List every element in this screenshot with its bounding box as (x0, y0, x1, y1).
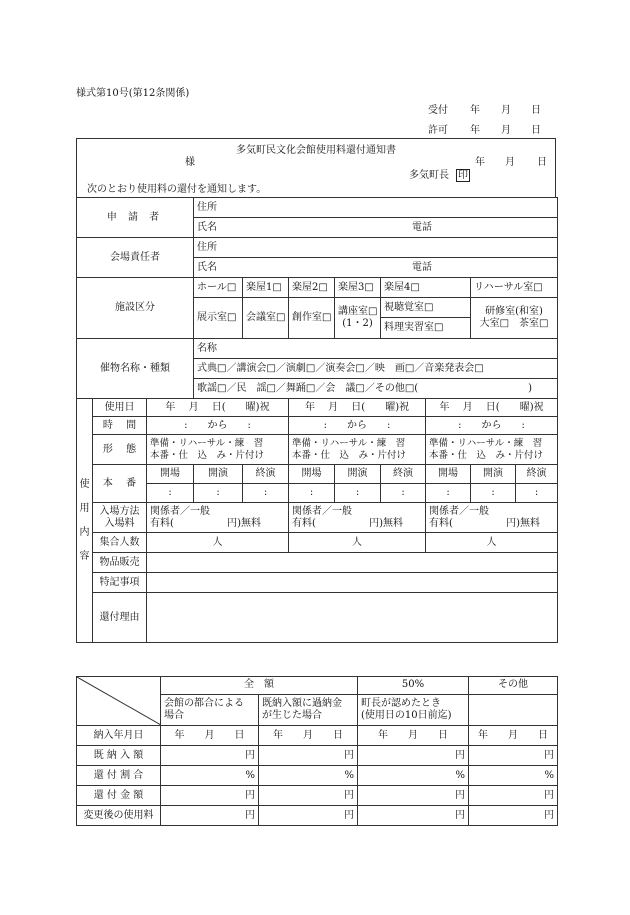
permit-month: 月 (501, 125, 511, 136)
refund-amount-cell[interactable]: 円 (469, 786, 558, 806)
usage-sales-label: 物品販売 (93, 553, 147, 573)
time-field[interactable]: : (381, 484, 426, 503)
usage-date-2[interactable]: 年 月 日( 曜)祝 (289, 399, 426, 417)
applicant-name-label: 氏名 (197, 221, 218, 233)
payment-date-label: 納入年月日 (77, 726, 161, 746)
revised-fee-cell[interactable]: 円 (259, 806, 358, 826)
diagonal-line (77, 677, 161, 725)
entry-method: 入場方法 (99, 505, 140, 517)
event-label: 催物名称・種類 (77, 339, 194, 399)
facility-meeting[interactable]: 会議室□ (243, 298, 289, 339)
usage-entry-label (93, 503, 147, 533)
refund-rate-cell[interactable]: % (161, 766, 259, 786)
pct-line2: (使用日の10日前迄) (361, 709, 452, 721)
refund-rate-cell[interactable]: % (358, 766, 469, 786)
form-line-2: 本番・仕 込 み・片付け (292, 449, 407, 461)
form-line-1: 準備・リハーサル・練 習 (429, 437, 543, 449)
usage-date-label: 使用日 (93, 399, 147, 417)
facility-dressing2[interactable]: 楽屋2□ (289, 278, 335, 298)
facility-audiovisual[interactable]: 視聴覚室□ (381, 298, 470, 318)
full-a-line1: 会館の都合による (164, 697, 244, 709)
curtain-1: 開演 (194, 465, 243, 484)
facility-creative[interactable]: 創作室□ (289, 298, 335, 339)
payment-date-cell[interactable]: 年 月 日 (469, 726, 558, 746)
pct50-header: 50% (358, 677, 469, 695)
manager-phone-label: 電話 (412, 261, 433, 273)
form-number: 様式第10号(第12条関係) (76, 88, 190, 99)
refund-amount-cell[interactable]: 円 (161, 786, 259, 806)
time-field[interactable]: : (335, 484, 381, 503)
paid-amount-cell[interactable]: 円 (161, 746, 259, 766)
permit-label: 許可 (428, 125, 448, 136)
entry-line-2: 有料( 円)無料 (292, 517, 404, 529)
refund-reason-field[interactable] (147, 593, 558, 643)
usage-entry-3[interactable] (426, 503, 558, 533)
usage-form-1[interactable] (147, 435, 289, 465)
other-header: その他 (469, 677, 558, 695)
intro-text: 次のとおり使用料の還付を通知します。 (87, 184, 267, 195)
entry-line-1: 関係者／一般 (292, 505, 353, 517)
time-field[interactable]: : (516, 484, 558, 503)
seal-mark: 印 (458, 170, 468, 181)
notice-day: 日 (537, 157, 547, 168)
usage-side-label (77, 399, 93, 643)
full-b-line1: 既納入額に過納金 (262, 697, 342, 709)
side-char-2: 用 (79, 502, 90, 514)
applicant-phone-label: 電話 (412, 221, 433, 233)
manager-name[interactable] (194, 258, 558, 278)
applicant-name[interactable] (194, 218, 558, 238)
facility-exhibition[interactable]: 展示室□ (194, 298, 243, 339)
full-a-line2: 場合 (164, 709, 184, 721)
receipt-month: 月 (501, 105, 511, 116)
payment-date-cell[interactable]: 年 月 日 (259, 726, 358, 746)
time-field[interactable]: : (194, 484, 243, 503)
usage-form-label: 形 態 (93, 435, 147, 465)
facility-label: 施設区分 (77, 278, 194, 339)
event-types-2[interactable]: 歌謡□／民 謡□／舞踊□／会 議□／その他□( ) (194, 379, 558, 399)
notice-header (76, 138, 556, 198)
usage-time-label: 時 間 (93, 417, 147, 435)
permit-day: 日 (531, 125, 541, 136)
facility-rehearsal[interactable]: リハーサル室□ (471, 278, 558, 298)
full-reason-a (161, 694, 259, 725)
usage-notes-label: 特記事項 (93, 573, 147, 593)
refund-table (76, 676, 558, 826)
full-b-line2: が生じた場合 (262, 709, 322, 721)
entry-line-2: 有料( 円)無料 (429, 517, 541, 529)
notice-year: 年 (475, 157, 485, 168)
training-rooms: 大室□ 茶室□ (479, 318, 549, 329)
receipt-day: 日 (531, 105, 541, 116)
refund-amount-label: 還 付 金 額 (77, 786, 161, 806)
full-reason-b (259, 694, 358, 725)
payment-date-cell[interactable]: 年 月 日 (161, 726, 259, 746)
usage-date-3[interactable]: 年 月 日( 曜)祝 (426, 399, 558, 417)
curtain-2: 開演 (335, 465, 381, 484)
time-field[interactable]: : (426, 484, 471, 503)
entry-line-1: 関係者／一般 (429, 505, 490, 517)
usage-date-1[interactable]: 年 月 日( 曜)祝 (147, 399, 289, 417)
paid-amount-label: 既 納 入 額 (77, 746, 161, 766)
time-field[interactable]: : (289, 484, 335, 503)
time-field[interactable]: : (147, 484, 194, 503)
usage-sales-field[interactable] (147, 553, 558, 573)
facility-dressing1[interactable]: 楽屋1□ (243, 278, 289, 298)
doors-open-1: 開場 (147, 465, 194, 484)
event-name[interactable]: 名称 (194, 339, 558, 359)
other-reason[interactable] (469, 694, 558, 725)
end-3: 終演 (516, 465, 558, 484)
manager-label: 会場責任者 (77, 238, 194, 278)
end-2: 終演 (381, 465, 426, 484)
form-line-2: 本番・仕 込 み・片付け (429, 449, 544, 461)
paid-amount-cell[interactable]: 円 (358, 746, 469, 766)
facility-training[interactable] (471, 298, 558, 339)
receipt-year: 年 (470, 105, 480, 116)
usage-people-1[interactable]: 人 (147, 533, 289, 553)
receipt-label: 受付 (428, 105, 448, 116)
revised-fee-label: 変更後の使用料 (77, 806, 161, 826)
doors-open-3: 開場 (426, 465, 471, 484)
mayor-title: 多気町長 (409, 170, 449, 181)
applicant-label: 申 請 者 (77, 198, 194, 238)
entry-line-1: 関係者／一般 (150, 505, 210, 517)
facility-hall[interactable]: ホール□ (194, 278, 243, 298)
pct50-reason (358, 694, 469, 725)
entry-fee: 入場料 (104, 517, 135, 529)
entry-line-2: 有料( 円)無料 (150, 517, 261, 529)
side-char-1: 使 (79, 478, 90, 490)
doors-open-2: 開場 (289, 465, 335, 484)
refund-rate-cell[interactable]: % (259, 766, 358, 786)
facility-lecture[interactable] (335, 298, 381, 339)
facility-dressing3[interactable]: 楽屋3□ (335, 278, 381, 298)
form-line-1: 準備・リハーサル・練 習 (292, 437, 406, 449)
form-line-2: 本番・仕 込 み・片付け (150, 449, 265, 461)
manager-name-label: 氏名 (197, 261, 218, 273)
usage-form-3[interactable] (426, 435, 558, 465)
pct-line1: 町長が認めたとき (361, 697, 441, 709)
usage-entry-2[interactable] (289, 503, 426, 533)
side-char-3: 内 (79, 526, 90, 538)
refund-reason-label: 還付理由 (93, 593, 147, 643)
time-field[interactable]: : (243, 484, 289, 503)
usage-time-3[interactable]: : から : (426, 417, 558, 435)
paid-amount-cell[interactable]: 円 (469, 746, 558, 766)
event-types-1[interactable]: 式典□／講演会□／演劇□／演奏会□／映 画□／音楽発表会□ (194, 359, 558, 379)
refund-rate-cell[interactable]: % (469, 766, 558, 786)
usage-people-label: 集合人数 (93, 533, 147, 553)
facility-dressing4[interactable]: 楽屋4□ (381, 278, 471, 298)
refund-amount-cell[interactable]: 円 (259, 786, 358, 806)
usage-time-1[interactable]: : から : (147, 417, 289, 435)
applicant-address[interactable]: 住所 (194, 198, 558, 218)
lecture-label: 講座室□ (338, 306, 378, 317)
paid-amount-cell[interactable]: 円 (259, 746, 358, 766)
curtain-3: 開演 (471, 465, 516, 484)
document-title: 多気町民文化会館使用料還付通知書 (236, 145, 396, 156)
revised-fee-cell[interactable]: 円 (161, 806, 259, 826)
form-line-1: 準備・リハーサル・練 習 (150, 437, 264, 449)
payment-date-cell[interactable]: 年 月 日 (358, 726, 469, 746)
usage-main-label: 本 番 (93, 465, 147, 503)
revised-fee-cell[interactable]: 円 (358, 806, 469, 826)
side-char-4: 容 (79, 550, 90, 562)
usage-form-2[interactable] (289, 435, 426, 465)
manager-address[interactable]: 住所 (194, 238, 558, 258)
full-amount-header: 全 額 (161, 677, 358, 695)
lecture-numbers: (1・2) (342, 318, 373, 329)
usage-people-3[interactable]: 人 (426, 533, 558, 553)
training-label: 研修室(和室) (485, 306, 543, 317)
facility-av-cooking[interactable] (381, 298, 471, 339)
refund-amount-cell[interactable]: 円 (358, 786, 469, 806)
time-field[interactable]: : (471, 484, 516, 503)
end-1: 終演 (243, 465, 289, 484)
usage-form-table (76, 197, 558, 643)
diagonal-corner (77, 677, 161, 726)
usage-time-2[interactable]: : から : (289, 417, 426, 435)
usage-entry-1[interactable] (147, 503, 289, 533)
facility-cooking[interactable]: 料理実習室□ (384, 322, 444, 333)
addressee-suffix: 様 (185, 157, 195, 168)
permit-year: 年 (470, 125, 480, 136)
refund-rate-label: 還 付 割 合 (77, 766, 161, 786)
notice-month: 月 (505, 157, 515, 168)
usage-people-2[interactable]: 人 (289, 533, 426, 553)
usage-notes-field[interactable] (147, 573, 558, 593)
revised-fee-cell[interactable]: 円 (469, 806, 558, 826)
